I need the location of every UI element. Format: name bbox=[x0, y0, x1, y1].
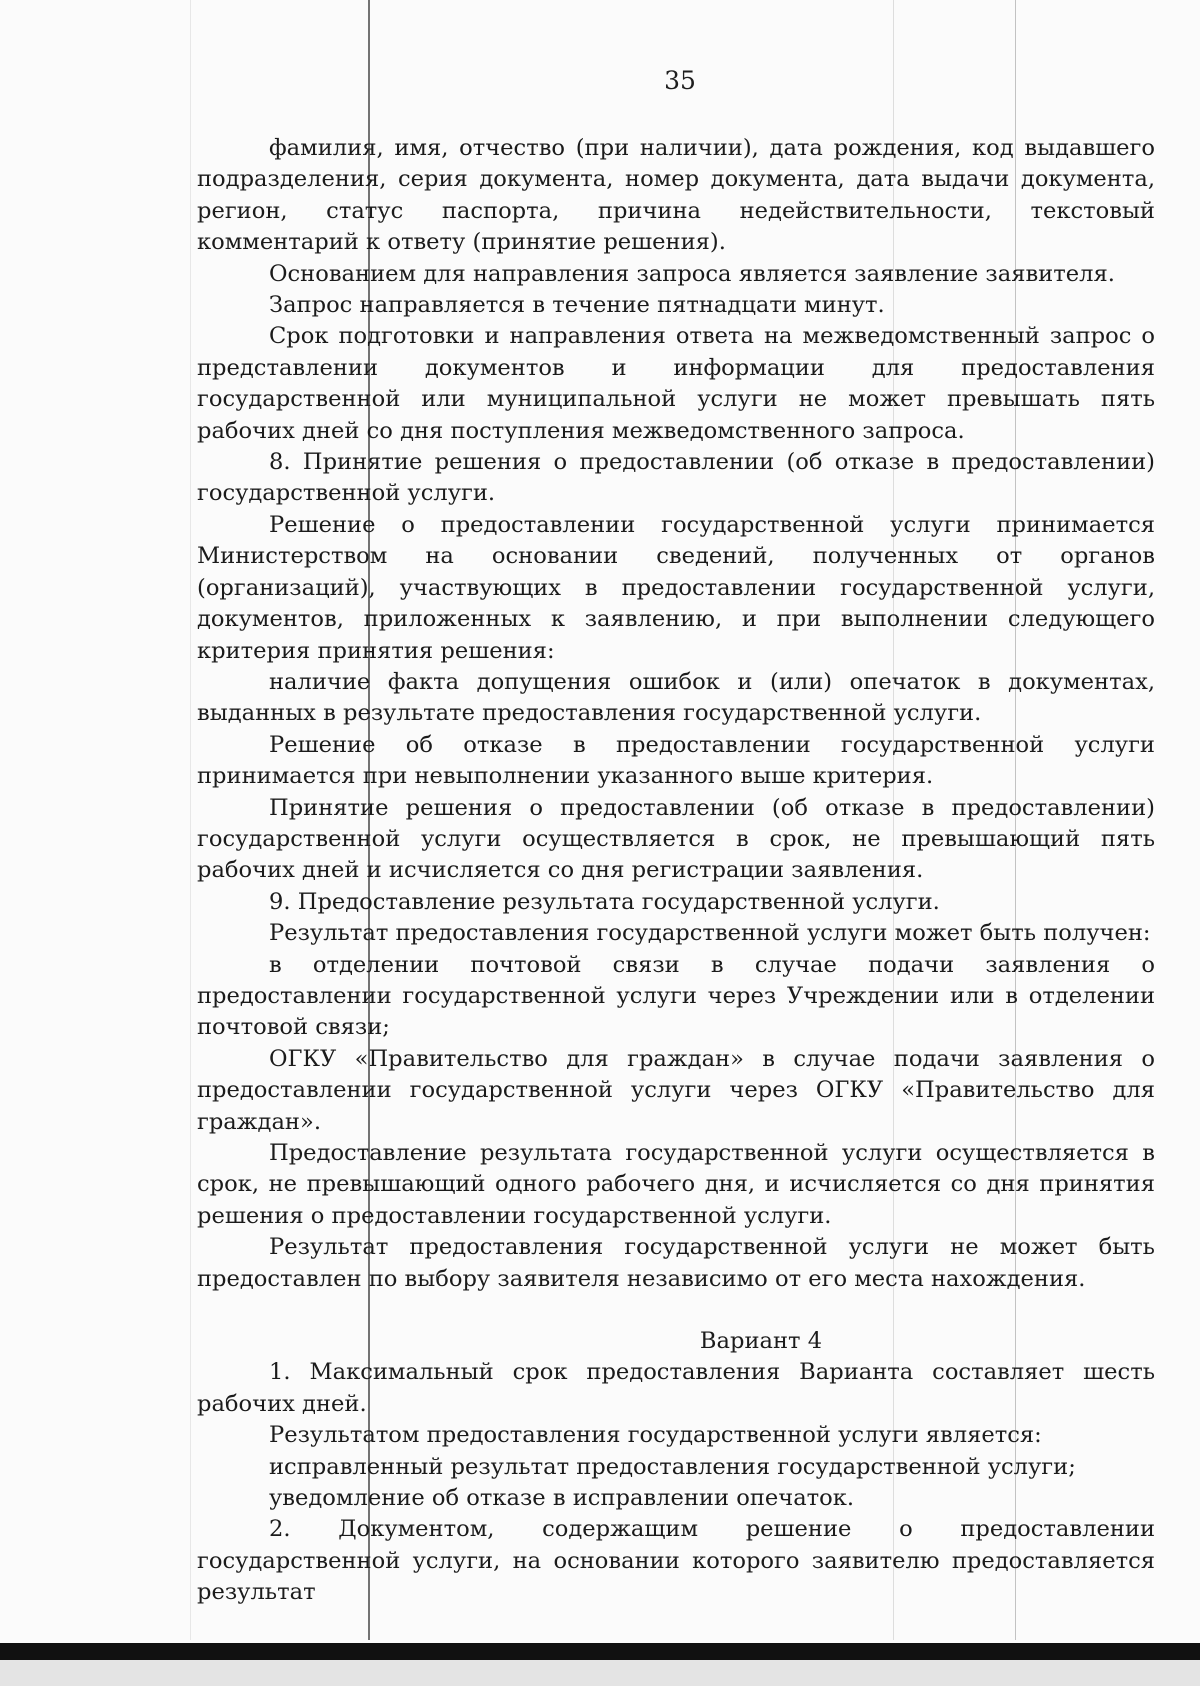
document-body bbox=[197, 133, 1155, 1609]
paragraph: 8. Принятие решения о предоставлении (об отказе в предоставлении) государственной услуги. bbox=[197, 449, 1155, 507]
scan-margin-strip bbox=[0, 1660, 1200, 1686]
scan-bottom-edge bbox=[0, 1643, 1200, 1660]
page-number: 35 bbox=[664, 66, 696, 95]
paragraph: уведомление об отказе в исправлении опечаток. bbox=[269, 1485, 855, 1512]
paragraph: исправленный результат предоставления государственной услуги; bbox=[269, 1453, 1076, 1480]
paragraph: Основанием для направления запроса является заявление заявителя. bbox=[269, 260, 1115, 287]
paragraph: 9. Предоставление результата государственной услуги. bbox=[269, 888, 940, 915]
paragraph: в отделении почтовой связи в случае подачи заявления о предоставлении государственной услуги через Учреждении или в отделении почтовой связи; bbox=[197, 951, 1155, 1041]
paragraph: фамилия, имя, отчество (при наличии), дата рождения, код выдавшего подразделения, серия документа, номер документа, дата выдачи документа, регион, статус паспорта, причина недействительности, текстовый комментарий к ответу (принятие решения). bbox=[197, 135, 1155, 256]
paragraph: Результат предоставления государственной услуги не может быть предоставлен по выбору заявителя независимо от его места нахождения. bbox=[197, 1234, 1155, 1292]
paragraph: Решение о предоставлении государственной услуги принимается Министерством на основании сведений, полученных от органов (организаций), участвующих в предоставлении государственной услуги, документов, приложенных к заявлению, и при выполнении следующего критерия принятия решения: bbox=[197, 511, 1155, 664]
paragraph: Принятие решения о предоставлении (об отказе в предоставлении) государственной услуги осуществляется в срок, не превышающий пять рабочих дней и исчисляется со дня регистрации заявления. bbox=[197, 794, 1155, 884]
paragraph: Решение об отказе в предоставлении государственной услуги принимается при невыполнении указанного выше критерия. bbox=[197, 731, 1155, 790]
paragraph: Предоставление результата государственной услуги осуществляется в срок, не превышающий одного рабочего дня, и исчисляется со дня принятия решения о предоставлении государственной услуги. bbox=[197, 1140, 1155, 1229]
paragraph: Результат предоставления государственной услуги может быть получен: bbox=[269, 920, 1151, 947]
scan-artifact-line bbox=[190, 0, 191, 1640]
paragraph: 1. Максимальный срок предоставления Варианта составляет шесть рабочих дней. bbox=[197, 1359, 1155, 1417]
paragraph: наличие факта допущения ошибок и (или) опечаток в документах, выданных в результате предоставления государственной услуги. bbox=[197, 668, 1155, 727]
paragraph: 2. Документом, содержащим решение о предоставлении государственной услуги, на основании которого заявителю предоставляется результат bbox=[197, 1516, 1155, 1606]
paragraph: Срок подготовки и направления ответа на межведомственный запрос о представлении документов и информации для предоставления государственной или муниципальной услуги не может превышать пять рабочих дней со дня поступления межведомственного запроса. bbox=[197, 323, 1155, 444]
paragraph: ОГКУ «Правительство для граждан» в случае подачи заявления о предоставлении государственной услуги через ОГКУ «Правительство для граждан». bbox=[197, 1045, 1155, 1135]
paragraph: Результатом предоставления государственной услуги является: bbox=[269, 1422, 1042, 1449]
paragraph: Запрос направляется в течение пятнадцати минут. bbox=[269, 292, 885, 319]
section-heading: Вариант 4 bbox=[699, 1328, 823, 1355]
